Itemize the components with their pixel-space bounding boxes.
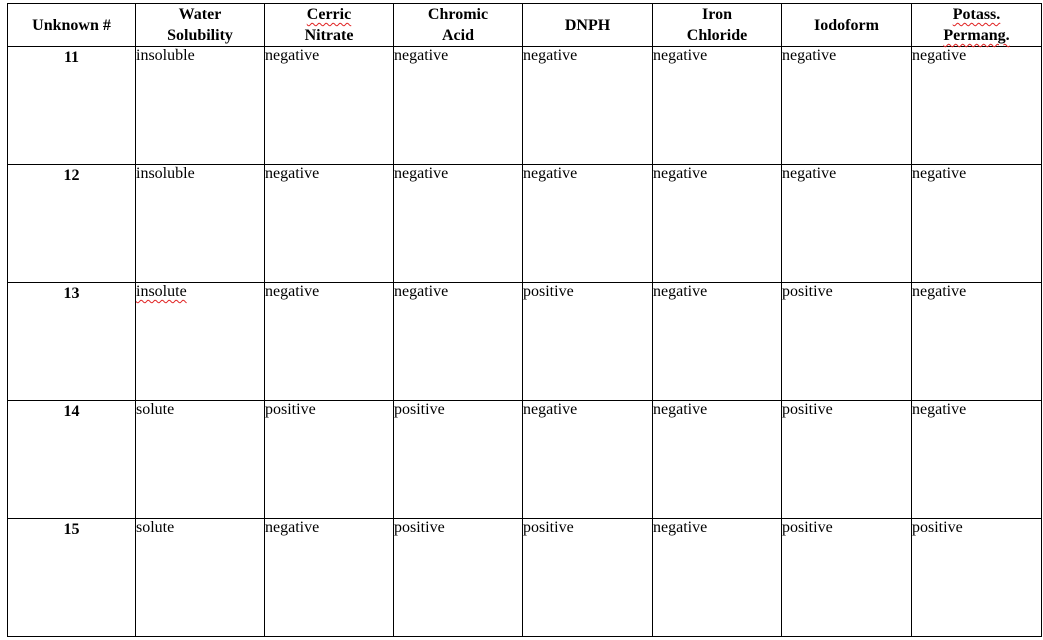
header-iodoform: Iodoform <box>782 4 912 47</box>
cerric-nitrate-cell[interactable]: positive <box>265 401 394 519</box>
iodoform-cell[interactable]: positive <box>782 519 912 637</box>
chromic-acid-cell[interactable]: negative <box>394 47 523 165</box>
potass-permang-cell[interactable]: positive <box>912 519 1042 637</box>
unknown-id-cell[interactable]: 11 <box>8 47 136 165</box>
header-cerric-nitrate: Cerric Nitrate <box>265 4 394 47</box>
spellcheck-flag: Cerric <box>306 6 352 23</box>
header-potass-permang <box>912 4 1042 47</box>
water-solubility-cell[interactable]: solute <box>136 519 265 637</box>
spellcheck-flag: Permang. <box>943 27 1010 44</box>
table-row <box>8 283 1042 401</box>
iodoform-cell[interactable]: negative <box>782 47 912 165</box>
results-table <box>7 3 1042 637</box>
spellcheck-flag: insolute <box>136 283 187 300</box>
dnph-cell[interactable]: negative <box>523 401 653 519</box>
chromic-acid-cell[interactable]: negative <box>394 283 523 401</box>
dnph-cell[interactable]: positive <box>523 519 653 637</box>
water-solubility-cell[interactable] <box>136 283 265 401</box>
iron-chloride-cell[interactable]: negative <box>653 47 782 165</box>
cerric-nitrate-cell[interactable]: negative <box>265 283 394 401</box>
dnph-cell[interactable]: negative <box>523 165 653 283</box>
chromic-acid-cell[interactable]: positive <box>394 401 523 519</box>
unknown-id-cell[interactable]: 13 <box>8 283 136 401</box>
cerric-nitrate-cell[interactable]: negative <box>265 519 394 637</box>
unknown-id-cell[interactable]: 12 <box>8 165 136 283</box>
dnph-cell[interactable]: negative <box>523 47 653 165</box>
iodoform-cell[interactable]: positive <box>782 283 912 401</box>
iodoform-cell[interactable]: positive <box>782 401 912 519</box>
spellcheck-flag: Potass. <box>952 6 1001 23</box>
water-solubility-cell[interactable]: solute <box>136 401 265 519</box>
chromic-acid-cell[interactable]: negative <box>394 165 523 283</box>
table-row <box>8 519 1042 637</box>
unknown-id-cell[interactable]: 15 <box>8 519 136 637</box>
header-unknown-number: Unknown # <box>8 4 136 47</box>
table-row <box>8 165 1042 283</box>
iron-chloride-cell[interactable]: negative <box>653 401 782 519</box>
potass-permang-cell[interactable]: negative <box>912 47 1042 165</box>
potass-permang-cell[interactable]: negative <box>912 401 1042 519</box>
header-chromic-acid: Chromic Acid <box>394 4 523 47</box>
iodoform-cell[interactable]: negative <box>782 165 912 283</box>
header-iron-chloride: Iron Chloride <box>653 4 782 47</box>
cerric-nitrate-cell[interactable]: negative <box>265 47 394 165</box>
table-row <box>8 401 1042 519</box>
header-row <box>8 4 1042 47</box>
header-water-solubility: Water Solubility <box>136 4 265 47</box>
header-dnph: DNPH <box>523 4 653 47</box>
chromic-acid-cell[interactable]: positive <box>394 519 523 637</box>
table-row <box>8 47 1042 165</box>
cerric-nitrate-cell[interactable]: negative <box>265 165 394 283</box>
water-solubility-cell[interactable]: insoluble <box>136 47 265 165</box>
potass-permang-cell[interactable]: negative <box>912 283 1042 401</box>
iron-chloride-cell[interactable]: negative <box>653 519 782 637</box>
iron-chloride-cell[interactable]: negative <box>653 283 782 401</box>
unknown-id-cell[interactable]: 14 <box>8 401 136 519</box>
potass-permang-cell[interactable]: negative <box>912 165 1042 283</box>
iron-chloride-cell[interactable]: negative <box>653 165 782 283</box>
water-solubility-cell[interactable]: insoluble <box>136 165 265 283</box>
dnph-cell[interactable]: positive <box>523 283 653 401</box>
